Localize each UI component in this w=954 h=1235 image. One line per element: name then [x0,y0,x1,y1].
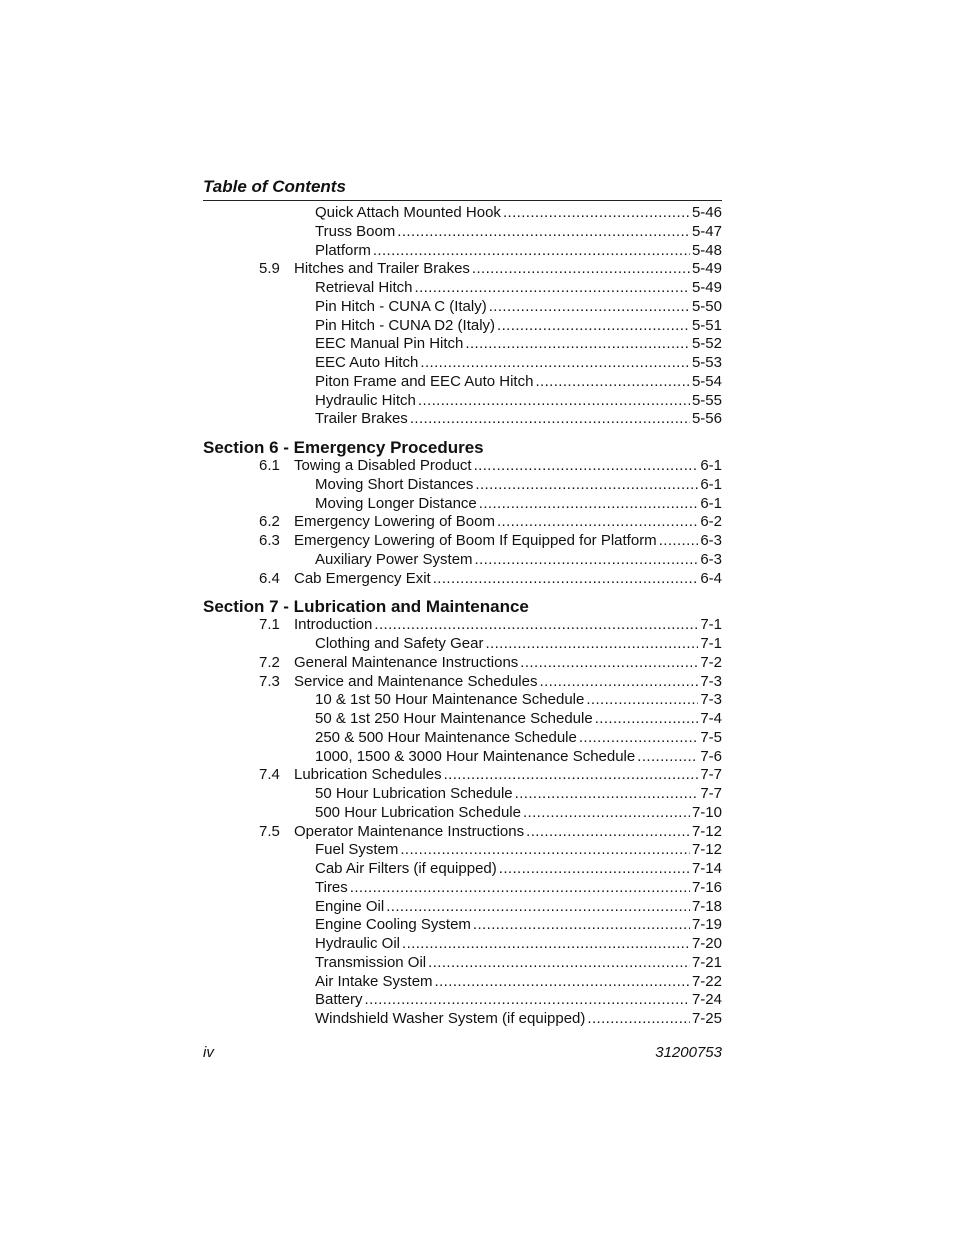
dot-leader [433,570,699,589]
toc-entry-page: 7-20 [691,935,722,952]
dot-leader [465,335,690,354]
toc-entry-title: 50 Hour Lubrication Schedule [315,785,513,802]
toc-subentry[interactable] [203,354,722,373]
dot-leader [428,954,690,973]
toc-entry[interactable] [203,654,722,673]
toc-entry-title: Operator Maintenance Instructions [294,822,525,840]
toc-entry-page: 6-1 [700,475,722,493]
toc-entry-page: 5-51 [691,316,722,334]
dot-leader [397,223,690,242]
toc-subentry[interactable] [203,691,722,710]
toc-entry-page: 7-3 [700,672,722,690]
toc-entry-page: 5-49 [691,260,722,278]
toc-entry-title: Cab Air Filters (if equipped) [315,860,497,877]
toc-entry-title: Towing a Disabled Product [294,457,472,474]
dot-leader [515,785,699,804]
toc-entry[interactable] [203,260,722,279]
dot-leader [595,710,699,729]
dot-leader [523,804,690,823]
toc-entry-page: 6-3 [700,532,722,549]
toc-entry-title: 50 & 1st 250 Hour Maintenance Schedule [315,710,593,727]
dot-leader [420,354,690,373]
toc-subentry[interactable] [203,841,722,860]
toc-entry[interactable] [203,570,722,589]
dot-leader [526,823,690,842]
toc-entry[interactable] [203,673,722,692]
dot-leader [402,935,690,954]
toc-subentry[interactable] [203,916,722,935]
toc-subentry[interactable] [203,298,722,317]
toc-entry-title: Tires [315,878,348,896]
toc-entry-number: 7.1 [259,616,280,634]
toc-entry-page: 7-21 [691,953,722,971]
dot-leader [444,766,699,785]
dot-leader [415,279,690,298]
toc-entry-title: Introduction [294,616,373,634]
toc-subentry[interactable] [203,1010,722,1029]
toc-entry-page: 5-54 [691,372,722,390]
toc-entry-title: Hitches and Trailer Brakes [294,260,470,278]
toc-entry-number: 7.4 [259,766,280,784]
toc-entry-page: 5-55 [691,391,722,409]
toc-entry-page: 7-12 [691,822,722,840]
dot-leader [497,317,690,336]
toc-entry-title: Hydraulic Oil [315,935,401,952]
dot-leader [485,635,698,654]
dot-leader [400,841,690,860]
toc-entry-number: 6.4 [259,569,280,587]
toc-entry-title: Air Intake System [315,972,433,990]
toc-entry-title: Moving Short Distances [315,475,474,493]
toc-entry-page: 7-7 [700,785,722,802]
dot-leader [474,457,699,476]
toc-subentry[interactable] [203,242,722,261]
toc-subentry[interactable] [203,204,722,223]
toc-entry-page: 7-1 [700,635,722,652]
toc-entry-title: Retrieval Hitch [315,279,413,296]
toc-entry[interactable] [203,532,722,551]
toc-subentry[interactable] [203,476,722,495]
dot-leader [520,654,698,673]
toc-subentry[interactable] [203,860,722,879]
toc-entry-number: 7.5 [259,822,280,840]
toc-entry-page: 6-4 [700,569,722,587]
toc-subentry[interactable] [203,804,722,823]
dot-leader [475,476,698,495]
dot-leader [587,1010,690,1029]
toc-subentry[interactable] [203,410,722,429]
toc-entry-title: Engine Oil [315,897,385,915]
toc-entry-title: Pin Hitch - CUNA D2 (Italy) [315,316,496,334]
toc-entry-page: 6-2 [700,513,722,531]
toc-subentry[interactable] [203,710,722,729]
toc-entry-title: Windshield Washer System (if equipped) [315,1010,586,1027]
toc-entry-page: 7-10 [691,803,722,821]
dot-leader [586,691,698,710]
toc-entry-page: 7-25 [691,1010,722,1027]
toc-entry-page: 6-1 [700,494,722,512]
dot-leader [374,616,698,635]
toc-entry-number: 7.2 [259,653,280,671]
toc-subentry[interactable] [203,748,722,767]
toc-entry-title: 250 & 500 Hour Maintenance Schedule [315,728,577,746]
toc-entry-title: Lubrication Schedules [294,766,442,784]
toc-entry-page: 5-50 [691,297,722,315]
toc-entry-number: 6.1 [259,457,280,474]
toc-entry-page: 7-5 [700,728,722,746]
toc-entry-title: Engine Cooling System [315,916,471,934]
toc-subentry[interactable] [203,373,722,392]
toc-entry-page: 7-16 [691,878,722,896]
toc-entry-title: Piton Frame and EEC Auto Hitch [315,372,534,390]
toc-entry-page: 5-47 [691,222,722,240]
toc-entry-page: 7-19 [691,916,722,934]
dot-leader [503,204,690,223]
toc-subentry[interactable] [203,223,722,242]
toc-entry-title: Emergency Lowering of Boom If Equipped for Platform [294,532,657,549]
toc-subentry[interactable] [203,973,722,992]
toc-entry-title: Auxiliary Power System [315,550,473,568]
toc-subentry[interactable] [203,954,722,973]
dot-leader [579,729,698,748]
toc-entry-title: Quick Attach Mounted Hook [315,204,501,221]
dot-leader [386,898,690,917]
toc-entry-title: Clothing and Safety Gear [315,635,484,652]
dot-leader [435,973,690,992]
toc-entry-page: 7-1 [700,616,722,634]
toc-entry-title: Cab Emergency Exit [294,569,431,587]
toc-entry-title: 1000, 1500 & 3000 Hour Maintenance Schedule [315,747,636,765]
toc-entry-page: 7-6 [700,747,722,765]
toc-subentry[interactable] [203,335,722,354]
toc-entry-page: 7-22 [691,972,722,990]
toc-entry-page: 5-49 [691,279,722,296]
toc-entry-number: 6.2 [259,513,280,531]
dot-leader [659,532,699,551]
dot-leader [410,410,690,429]
dot-leader [475,551,699,570]
toc-subentry[interactable] [203,935,722,954]
toc-entry-title: Transmission Oil [315,953,427,971]
toc-subentry[interactable] [203,279,722,298]
footer-page-number: iv [203,1044,214,1061]
toc-entry-title: Truss Boom [315,222,396,240]
toc-subentry[interactable] [203,729,722,748]
toc-entry-title: EEC Auto Hitch [315,354,419,371]
toc-entry-page: 5-48 [691,241,722,259]
toc-entry[interactable] [203,766,722,785]
toc-entry-number: 6.3 [259,532,280,549]
toc-entry-title: Fuel System [315,841,399,859]
dot-leader [489,298,690,317]
toc-entry[interactable] [203,513,722,532]
toc-entry-title: Emergency Lowering of Boom [294,513,495,531]
page-footer [203,1044,722,1061]
toc-entry-page: 5-53 [691,354,722,371]
footer-document-number: 31200753 [655,1044,722,1061]
toc-entry-title: Platform [315,241,371,259]
toc-subentry[interactable] [203,898,722,917]
toc-entry-page: 7-24 [691,991,722,1009]
toc-entry-title: Service and Maintenance Schedules [294,672,538,690]
toc-subentry[interactable] [203,879,722,898]
toc-entry-page: 7-2 [700,653,722,671]
dot-leader [497,513,698,532]
section-heading: Section 6 - Emergency Procedures [203,438,484,457]
toc-entry-page: 7-12 [691,841,722,859]
toc-entry-page: 5-46 [691,204,722,221]
toc-entry-title: Trailer Brakes [315,410,408,428]
toc-entry-number: 7.3 [259,672,280,690]
toc-entry-title: Pin Hitch - CUNA C (Italy) [315,297,487,315]
toc-entry-page: 7-18 [691,897,722,915]
toc-entry-page: 7-3 [700,691,722,709]
dot-leader [499,860,690,879]
toc-entry-title: 500 Hour Lubrication Schedule [315,803,521,821]
toc-entry-page: 7-4 [700,710,722,727]
section-heading: Section 7 - Lubrication and Maintenance [203,597,529,617]
toc-entry-page: 7-14 [691,860,722,877]
toc-entry-page: 7-7 [700,766,722,784]
toc-entry-title: General Maintenance Instructions [294,653,519,671]
toc-entry[interactable] [203,823,722,842]
table-of-contents [203,204,722,1029]
toc-entry-page: 6-3 [700,550,722,568]
toc-entry[interactable] [203,457,722,476]
page-header [203,177,722,201]
toc-entry-page: 6-1 [700,457,722,474]
toc-subentry[interactable] [203,991,722,1010]
toc-entry-title: Moving Longer Distance [315,494,477,512]
dot-leader [473,916,690,935]
toc-subentry[interactable] [203,551,722,570]
dot-leader [472,260,690,279]
toc-subentry[interactable] [203,317,722,336]
toc-subentry[interactable] [203,495,722,514]
dot-leader [479,495,699,514]
toc-subentry[interactable] [203,635,722,654]
toc-entry-page: 5-56 [691,410,722,428]
dot-leader [418,392,690,411]
toc-subentry[interactable] [203,392,722,411]
toc-entry-title: Hydraulic Hitch [315,391,416,409]
dot-leader [637,748,698,767]
toc-subentry[interactable] [203,785,722,804]
toc-entry[interactable] [203,616,722,635]
dot-leader [540,673,699,692]
dot-leader [373,242,690,261]
header-title: Table of Contents [203,177,346,196]
toc-entry-title: EEC Manual Pin Hitch [315,335,464,353]
dot-leader [365,991,690,1010]
toc-entry-number: 5.9 [259,260,280,278]
toc-entry-title: 10 & 1st 50 Hour Maintenance Schedule [315,691,585,709]
dot-leader [535,373,690,392]
dot-leader [350,879,690,898]
toc-entry-page: 5-52 [691,335,722,353]
toc-entry-title: Battery [315,991,363,1009]
